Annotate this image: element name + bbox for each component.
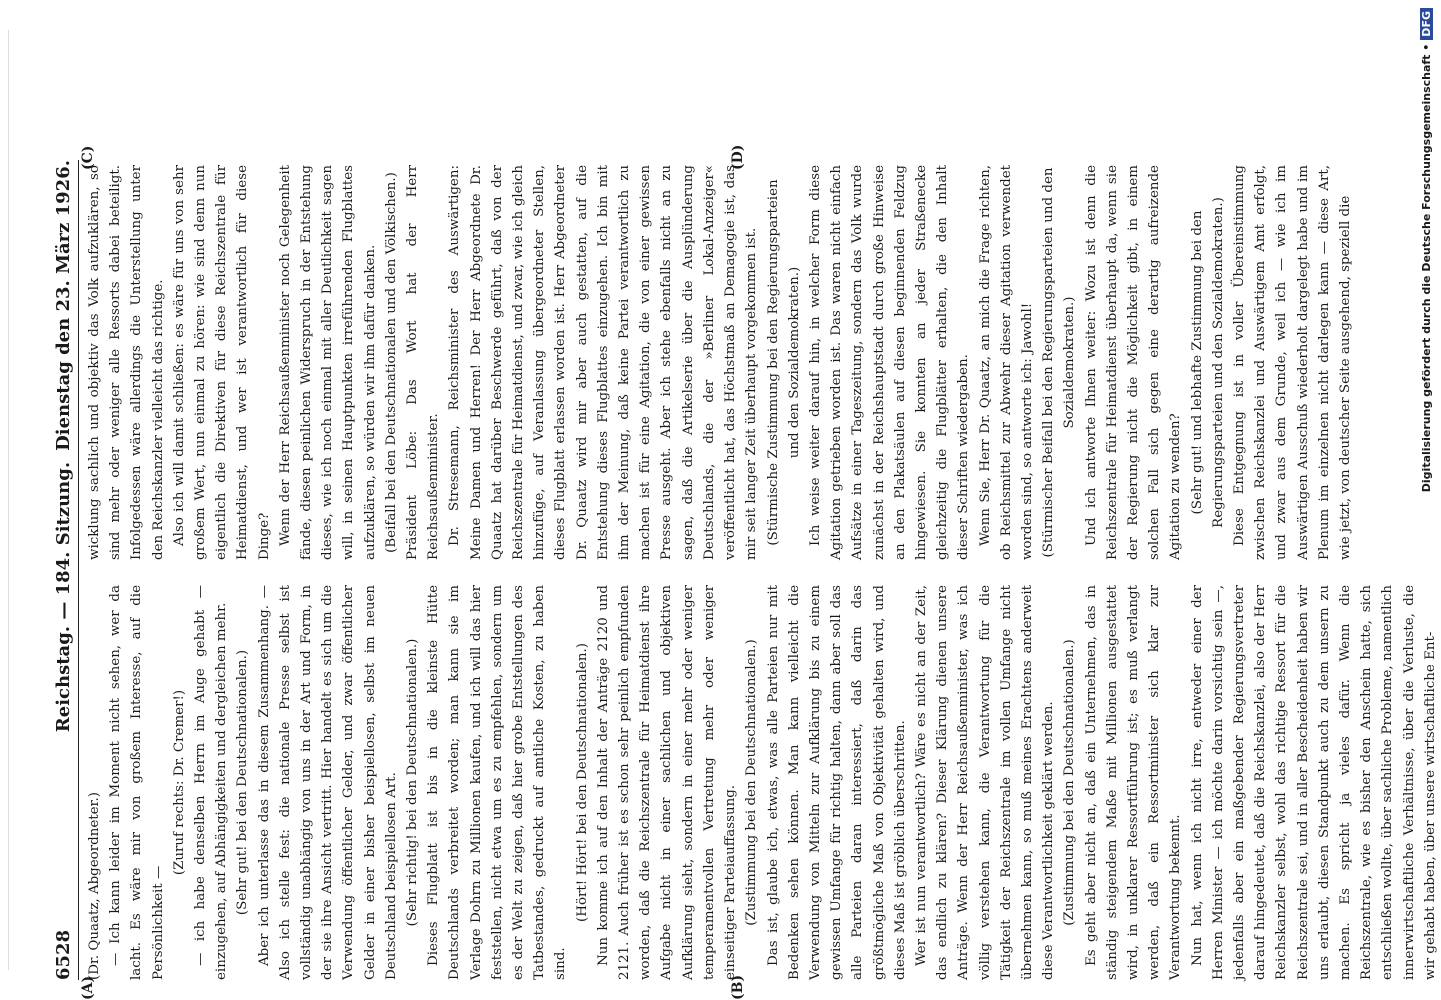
text-paragraph: Wenn der Herr Reichsaußenminister noch Gelegenheit fände, diesen peinlichen Widerspruch in der Entstehung dieses, wie ich noch einmal mit aller Deutlichkeit sagen will, in seinen Hauptpunkten irreführenden Flugblattes aufzuklären, so würden wir ihm dafür danken. bbox=[277, 165, 378, 560]
text-paragraph: — Ich kann leider im Moment nicht sehen, wer da lacht. Es wäre mir von großem Interesse, auf die Persönlichkeit — bbox=[108, 585, 166, 980]
text-paragraph: Nun komme ich auf den Inhalt der Anträge 2120 und 2121. Auch früher ist es schon sehr peinlich empfunden worden, daß die Reichszentrale für Heimatdienst ihre Aufgabe nicht in einer sachlichen und objektiven Aufklärung sieht, sondern in einer mehr oder weniger temperamentvollen Vertretung mehr oder weniger einseitiger Parteiauffassung. bbox=[595, 585, 739, 980]
session-date: Dienstag den 23. März 1926. bbox=[52, 160, 74, 451]
text-paragraph: Also ich will damit schließen: es wäre für uns von sehr großem Wert, nun einmal zu hören: wie sind denn nun eigentlich die Direktiven für diese Reichszentrale für Heimatdienst, und wer ist verantwortlich für diese Dinge? bbox=[171, 165, 272, 560]
text-paragraph: Ich weise weiter darauf hin, in welcher Form diese Agitation getrieben worden ist. Das waren nicht einfach Aufsätze in einer Tageszeitung, sondern das Volk wurde zunächst in der Reichshauptstadt durch große Hinweise an den Plakatsäulen auf diesen beginnenden Feldzug hingewiesen. Sie konnten an jeder Straßenecke gleichzeitig die Flugblätter erhalten, die den Inhalt dieser Schriften wiedergaben. bbox=[807, 165, 972, 560]
text-paragraph: Es geht aber nicht an, daß ein Unternehmen, das in ständig steigendem Maße mit Millionen ausgestattet wird, in unklarer Ressortführung ist; es muß verlangt werden, daß ein Ressortminister sich klar zur Verantwortung bekennt. bbox=[1083, 585, 1184, 980]
text-paragraph: Diese Entgegnung ist in voller Übereinstimmung zwischen Reichskanzlei und Auswärtigem Amt erfolgt, und zwar aus dem Grunde, weil ich — wie ich im Auswärtigen Ausschuß wiederholt dargelegt habe und im Plenum im einzelnen nicht darlegen kann — diese Art, wie jetzt, von deutscher Seite ausgehend, speziell die bbox=[1231, 165, 1353, 560]
digitization-credit bbox=[1418, 8, 1434, 998]
credit-text: Digitalisierung gefördert durch die Deutsche Forschungsgemeinschaft • bbox=[1420, 43, 1433, 493]
interjection-paragraph: (Sehr gut! und lebhafte Zustimmung bei den Regierungsparteien und den Sozialdemokraten.) bbox=[1189, 197, 1226, 528]
margin-marker-a: (A) bbox=[80, 975, 96, 1000]
interjection-paragraph: (Zustimmung bei den Deutschnationalen.) bbox=[1062, 639, 1078, 926]
interjection-paragraph: (Sehr gut! bei den Deutschnationalen.) bbox=[235, 649, 251, 916]
interjection-paragraph: (Sehr richtig! bei den Deutschnationalen.) bbox=[405, 638, 421, 927]
text-paragraph: — ich habe denselben Herrn im Auge gehabt — einzugehen, auf Abhängigkeiten und dergleichen mehr. bbox=[193, 585, 230, 980]
text-paragraph: Und ich antworte Ihnen weiter: Wozu ist denn die Reichszentrale für Heimatdienst überhaupt da, wenn sie der Regierung nicht die Möglichkeit gibt, in einem solchen Fall sich gegen eine derartig aufreizende Agitation zu wenden? bbox=[1083, 165, 1184, 560]
margin-marker-c: (C) bbox=[80, 145, 96, 170]
interjection-paragraph: (Zustimmung bei den Deutschnationalen.) bbox=[744, 639, 760, 926]
text-paragraph: Nun hat, wenn ich nicht irre, entweder einer der Herren Minister — ich möchte darin vorsichtig sein —, jedenfalls aber ein maßgebender Regierungsvertreter darauf hingedeutet, daß die Reichskanzlei, also der Herr Reichskanzler selbst, wohl das richtige Ressort für die Reichszentrale sei, und in aller Bescheidenheit haben wir uns erlaubt, diesen Standpunkt auch zu dem unsern zu machen. Es spricht ja vieles dafür. Wenn die Reichszentrale, wie es bisher den Anschein hatte, sich entschließen wollte, über sachliche Probleme, namentlich innerwirtschaftliche Verhältnisse, über die Verluste, die wir gehabt haben, über unsere wirtschaftliche Ent- bbox=[1189, 585, 1438, 980]
interjection-paragraph: (Stürmische Zustimmung bei den Regierungsparteien und den Sozialdemokraten.) bbox=[765, 179, 802, 546]
text-paragraph: Dr. Stresemann, Reichsminister des Auswärtigen: Meine Damen und Herren! Der Herr Abgeordnete Dr. Quaatz hat darüber Beschwerde geführt, daß von der Reichszentrale für Heimatdienst, und zwar, wie ich gleich hinzufüge, auf Veranlassung übergeordneter Stellen, dieses Flugblatt erlassen worden ist. Herr Abgeordneter Dr. Quaatz wird mir aber auch gestatten, auf die Entstehung dieses Flugblattes einzugehen. Ich bin mit ihm der Meinung, daß keine Partei verantwortlich zu machen ist für eine Agitation, die von einer gewissen Presse ausgeht. Aber ich stehe ebenfalls nicht an zu sagen, daß die Artikelserie über die Ausplünderung Deutschlands, die der »Berliner Lokal-Anzeiger« veröffentlicht hat, das Höchstmaß an Demagogie ist, das mir seit langer Zeit überhaupt vorgekommen ist. bbox=[447, 165, 760, 560]
margin-marker-d: (D) bbox=[730, 144, 746, 170]
interjection-paragraph: (Hört! Hört! bei den Deutschnationalen.) bbox=[574, 643, 590, 922]
text-paragraph: Wenn Sie, Herr Dr. Quaatz, an mich die Frage richten, ob Reichsmittel zur Abwehr dieser Agitation verwendet worden sind, so antworte ich: Jawohl! bbox=[977, 165, 1035, 560]
session-title: Reichstag. — 184. Sitzung. bbox=[52, 461, 74, 733]
margin-marker-b: (B) bbox=[730, 974, 746, 1000]
interjection-paragraph: (Zuruf rechts: Dr. Cremer!) bbox=[171, 689, 187, 876]
text-paragraph: Wer ist nun verantwortlich? Wäre es nicht an der Zeit, das endlich zu klären? Dieser Klärung dienen unsere Anträge. Wenn der Herr Reichsaußenminister, was ich völlig verstehen kann, die Verantwortung für die Tätigkeit der Reichszentrale im vollen Umfange nicht übernehmen kann, so muß meines Erachtens anderweit diese Verantwortlichkeit geklärt werden. bbox=[913, 585, 1057, 980]
text-paragraph: Präsident Löbe: Das Wort hat der Herr Reichsaußenminister. bbox=[405, 165, 442, 560]
text-paragraph: (Dr. Quaatz, Abgeordneter.) bbox=[87, 792, 102, 980]
dfg-logo: DFG bbox=[1420, 8, 1433, 40]
interjection-paragraph: (Beifall bei den Deutschnationalen und den Völkischen.) bbox=[383, 172, 399, 553]
page-number: 6528 bbox=[52, 929, 74, 980]
interjection-paragraph: (Stürmischer Beifall bei den Regierungsparteien und den Sozialdemokraten.) bbox=[1041, 167, 1078, 558]
scan-edge bbox=[8, 30, 9, 970]
right-text-column bbox=[84, 165, 1364, 560]
left-text-column bbox=[84, 585, 1438, 980]
text-paragraph: Aber ich unterlasse das in diesem Zusammenhang. — Also ich stelle fest: die nationale Presse selbst ist vollständig unabhängig von uns in der Art und Form, in der sie ihre Ansicht vertritt. Hier handelt es sich um die Verwendung öffentlicher Gelder, und zwar öffentlicher Gelder in einer bisher beispiellosen, selbst im neuen Deutschland beispiellosen Art. bbox=[256, 585, 399, 980]
text-paragraph: wicklung sachlich und objektiv das Volk aufzuklären, so sind mehr oder weniger alle Ressorts dabei beteiligt. Infolgedessen wäre allerdings die Unterstellung unter den Reichskanzler vielleicht das richtige. bbox=[87, 165, 166, 560]
text-paragraph: Das ist, glaube ich, etwas, was alle Parteien nur mit Bedenken sehen können. Man kann vielleicht die Verwendung von Mitteln zur Aufklärung bis zu einem gewissen Umfange für richtig halten, dann aber soll das alle Parteien daran interessiert, daß darin das größtmögliche Maß von Objektivität gehalten wird, und dieses Maß ist gröblich überschritten. bbox=[765, 585, 908, 980]
text-paragraph: Dieses Flugblatt ist bis in die kleinste Hütte Deutschlands verbreitet worden; man kann sie im Verlage Dohrn zu Millionen kaufen, und ich will das hier feststellen, nicht etwa um es zu empfehlen, sondern um es der Welt zu zeigen, daß hier grobe Entstellungen des Tatbestandes, gedruckt auf amtliche Kosten, zu haben sind. bbox=[426, 585, 569, 980]
page-header bbox=[48, 160, 79, 980]
